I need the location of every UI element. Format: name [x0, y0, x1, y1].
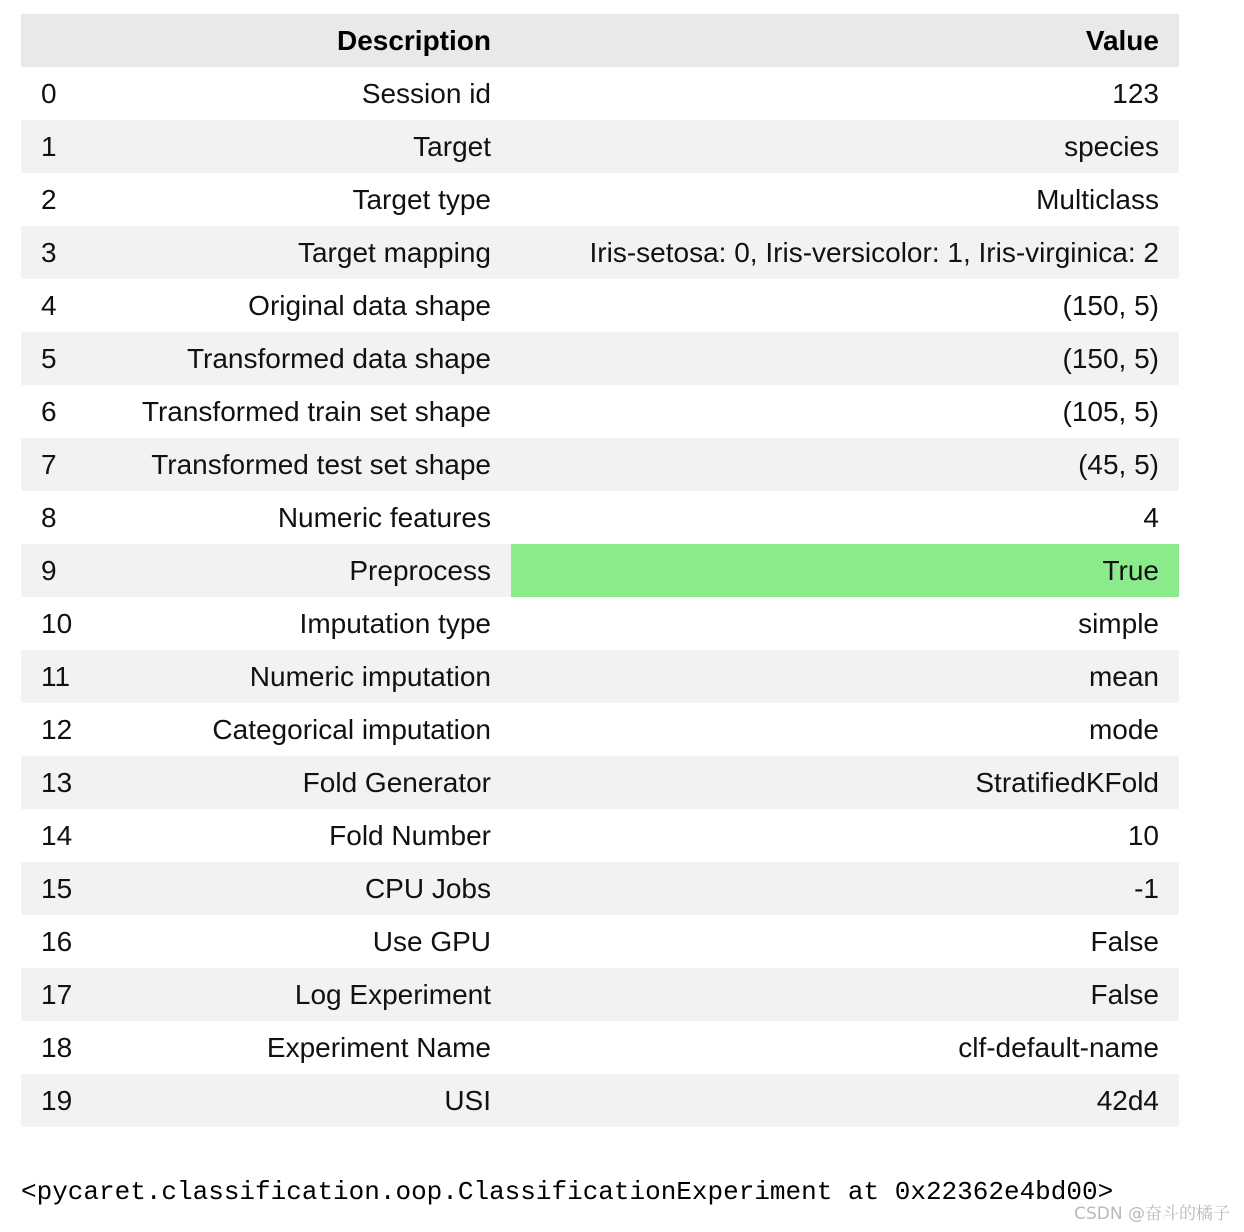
row-value: mode: [1088, 714, 1159, 745]
table-row: [21, 915, 1179, 968]
header-index: [21, 14, 101, 67]
table-header-row: [21, 14, 1179, 67]
row-description: Imputation type: [299, 608, 491, 639]
row-description: Target: [413, 131, 491, 162]
row-index: 6: [41, 396, 57, 427]
row-index: 3: [41, 237, 57, 268]
row-value: simple: [1078, 608, 1159, 639]
table-row: [21, 650, 1179, 703]
row-value: (105, 5): [1062, 396, 1159, 427]
row-index: 11: [41, 661, 71, 692]
table-row: [21, 968, 1179, 1021]
row-description: CPU Jobs: [364, 873, 491, 904]
row-value: 42d4: [1096, 1085, 1159, 1116]
row-value: StratifiedKFold: [975, 767, 1159, 798]
row-description: Numeric features: [277, 502, 491, 533]
row-value: 4: [1143, 502, 1159, 533]
row-description: Target mapping: [297, 237, 491, 268]
row-index: 5: [41, 343, 57, 374]
row-index: 8: [41, 502, 57, 533]
table-row: [21, 279, 1179, 332]
row-value: (150, 5): [1062, 290, 1159, 321]
row-description: Target type: [352, 184, 491, 215]
row-description: Original data shape: [248, 290, 491, 321]
row-value: species: [1064, 131, 1159, 162]
row-index: 18: [41, 1032, 73, 1063]
row-description: Log Experiment: [294, 979, 491, 1010]
table-row: [21, 120, 1179, 173]
row-value: (150, 5): [1062, 343, 1159, 374]
output-repr-text: <pycaret.classification.oop.ClassificationExperiment at 0x22362e4bd00>: [21, 1177, 1114, 1207]
table-row: [21, 438, 1179, 491]
row-value: mean: [1088, 661, 1159, 692]
row-value: False: [1090, 926, 1159, 957]
row-value: 10: [1127, 820, 1159, 851]
row-index: 0: [41, 78, 57, 109]
table-row: [21, 332, 1179, 385]
row-index: 14: [41, 820, 73, 851]
table-row: [21, 544, 1179, 597]
row-value: 123: [1112, 78, 1159, 109]
row-description: Experiment Name: [266, 1032, 491, 1063]
table-row: [21, 862, 1179, 915]
row-value-highlighted: True: [511, 544, 1179, 597]
row-description: Fold Generator: [302, 767, 491, 798]
row-description: Use GPU: [372, 926, 491, 957]
header-description: Description: [336, 25, 491, 56]
row-index: 13: [41, 767, 73, 798]
table-row: [21, 491, 1179, 544]
row-description: Transformed train set shape: [141, 396, 491, 427]
header-value: Value: [1085, 25, 1159, 56]
row-index: 10: [41, 608, 73, 639]
row-index: 4: [41, 290, 57, 321]
row-index: 7: [41, 449, 57, 480]
row-description: Session id: [361, 78, 491, 109]
table-row: [21, 173, 1179, 226]
table-row: [21, 597, 1179, 650]
row-index: 12: [41, 714, 73, 745]
row-value: Multiclass: [1036, 184, 1159, 215]
row-value: False: [1090, 979, 1159, 1010]
row-description: Transformed test set shape: [151, 449, 491, 480]
row-description: Transformed data shape: [186, 343, 491, 374]
row-index: 19: [41, 1085, 73, 1116]
row-index: 15: [41, 873, 73, 904]
row-index: 9: [41, 555, 57, 586]
row-index: 1: [41, 131, 57, 162]
watermark: CSDN @奋斗的橘子: [1074, 1204, 1230, 1224]
table-row: [21, 703, 1179, 756]
row-description: USI: [444, 1085, 491, 1116]
setup-summary-table: [21, 14, 1179, 1127]
row-description: Categorical imputation: [212, 714, 491, 745]
table-row: [21, 226, 1179, 279]
table-row: [21, 385, 1179, 438]
row-index: 16: [41, 926, 73, 957]
row-description: Fold Number: [329, 820, 491, 851]
row-value: (45, 5): [1078, 449, 1159, 480]
row-value: clf-default-name: [958, 1032, 1159, 1063]
row-index: 2: [41, 184, 57, 215]
table-row: [21, 67, 1179, 120]
table-row: [21, 1074, 1179, 1127]
table-row: [21, 1021, 1179, 1074]
row-value: Iris-setosa: 0, Iris-versicolor: 1, Iris-virginica: 2: [589, 237, 1159, 268]
table-row: [21, 756, 1179, 809]
row-description: Numeric imputation: [249, 661, 491, 692]
row-value: -1: [1134, 873, 1159, 904]
table-row: [21, 809, 1179, 862]
row-description: Preprocess: [349, 555, 491, 586]
row-index: 17: [41, 979, 73, 1010]
